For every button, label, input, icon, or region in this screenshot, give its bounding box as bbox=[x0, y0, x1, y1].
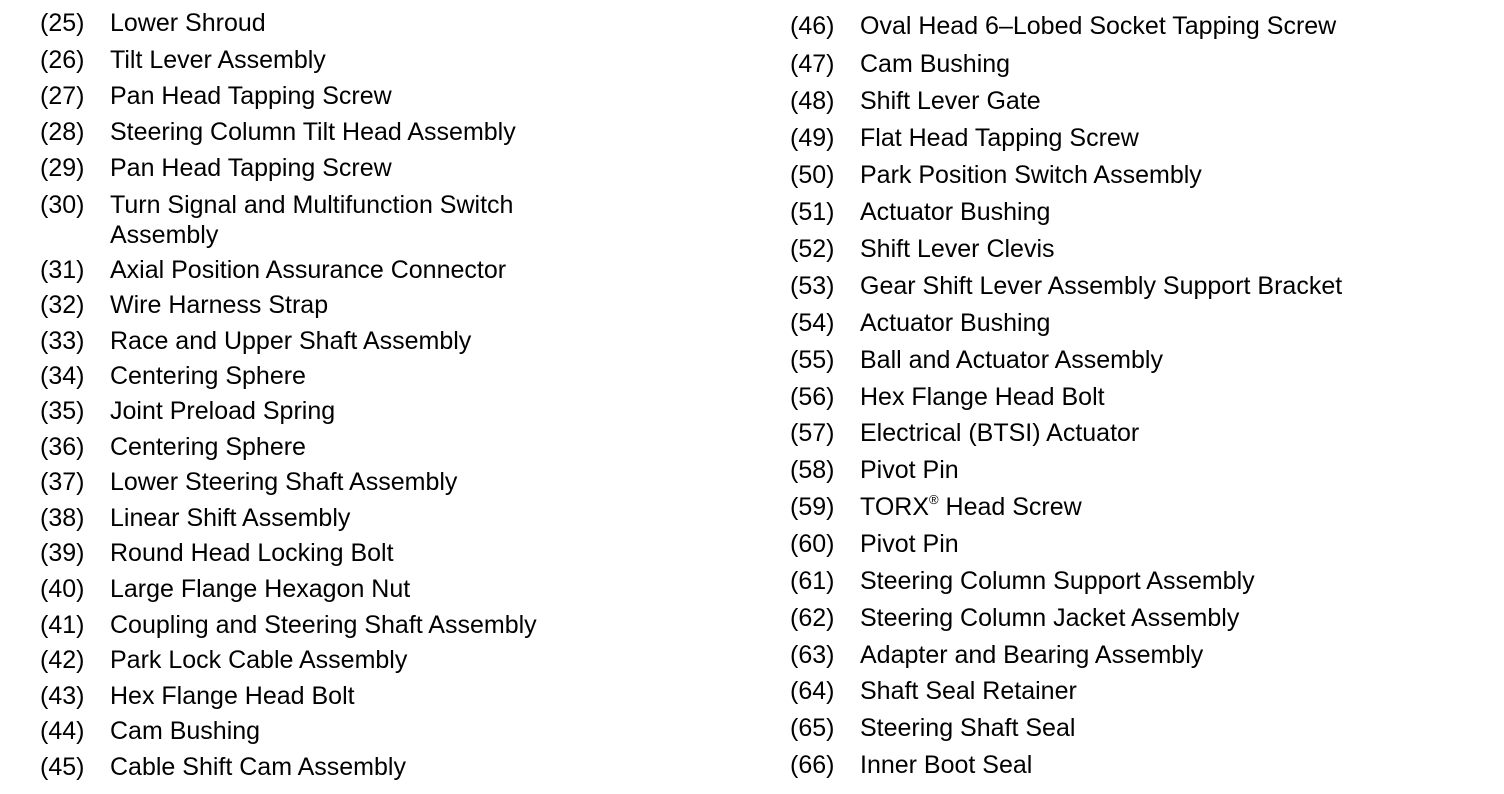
item-number: (33) bbox=[40, 327, 85, 355]
list-item bbox=[790, 86, 1460, 116]
list-item bbox=[40, 503, 670, 533]
item-name: Ball and Actuator Assembly bbox=[860, 346, 1163, 374]
item-name: Hex Flange Head Bolt bbox=[860, 383, 1105, 411]
list-item bbox=[790, 418, 1460, 448]
item-number: (55) bbox=[790, 346, 835, 374]
item-name: Electrical (BTSI) Actuator bbox=[860, 419, 1140, 447]
list-item bbox=[40, 574, 670, 604]
item-name: Joint Preload Spring bbox=[110, 397, 336, 425]
list-item bbox=[790, 676, 1460, 706]
item-name: Gear Shift Lever Assembly Support Bracket bbox=[860, 272, 1343, 300]
list-item bbox=[790, 308, 1460, 338]
list-item bbox=[40, 153, 670, 183]
item-name: Cam Bushing bbox=[110, 717, 261, 745]
item-name: Lower Shroud bbox=[110, 9, 266, 37]
item-number: (31) bbox=[40, 256, 85, 284]
list-item bbox=[790, 640, 1460, 670]
list-item bbox=[790, 750, 1460, 780]
item-number: (56) bbox=[790, 383, 835, 411]
item-name: Oval Head 6–Lobed Socket Tapping Screw bbox=[860, 12, 1337, 40]
list-item bbox=[790, 160, 1460, 190]
list-item bbox=[40, 681, 670, 711]
item-name: Wire Harness Strap bbox=[110, 291, 329, 319]
item-name: Adapter and Bearing Assembly bbox=[860, 641, 1204, 669]
list-item bbox=[40, 326, 670, 356]
item-name: Axial Position Assurance Connector bbox=[110, 256, 507, 284]
registered-mark: ® bbox=[929, 492, 939, 507]
item-name: Centering Sphere bbox=[110, 362, 306, 390]
list-item bbox=[790, 234, 1460, 264]
item-name: Pan Head Tapping Screw bbox=[110, 154, 392, 182]
item-number: (34) bbox=[40, 362, 85, 390]
item-name: Pivot Pin bbox=[860, 530, 959, 558]
item-number: (58) bbox=[790, 456, 835, 484]
item-number: (66) bbox=[790, 751, 835, 779]
list-item bbox=[40, 81, 670, 111]
item-number: (49) bbox=[790, 124, 835, 152]
item-number: (45) bbox=[40, 753, 85, 781]
item-number: (41) bbox=[40, 611, 85, 639]
item-name: Steering Shaft Seal bbox=[860, 714, 1076, 742]
item-name: Pivot Pin bbox=[860, 456, 959, 484]
item-name: Inner Boot Seal bbox=[860, 751, 1033, 779]
list-item bbox=[40, 255, 670, 285]
list-item bbox=[40, 45, 670, 75]
item-number: (38) bbox=[40, 504, 85, 532]
list-item bbox=[790, 382, 1460, 412]
list-item bbox=[790, 492, 1460, 522]
item-name: Flat Head Tapping Screw bbox=[860, 124, 1139, 152]
item-number: (26) bbox=[40, 46, 85, 74]
item-name: Steering Column Jacket Assembly bbox=[860, 604, 1240, 632]
item-number: (36) bbox=[40, 433, 85, 461]
item-name-suffix: Head Screw bbox=[938, 493, 1082, 521]
item-number: (48) bbox=[790, 87, 835, 115]
item-number: (64) bbox=[790, 677, 835, 705]
list-item bbox=[790, 271, 1460, 301]
list-item bbox=[40, 396, 670, 426]
list-item bbox=[40, 467, 670, 497]
item-number: (51) bbox=[790, 198, 835, 226]
list-item bbox=[790, 11, 1460, 41]
item-number: (29) bbox=[40, 154, 85, 182]
list-item bbox=[790, 455, 1460, 485]
item-number: (25) bbox=[40, 9, 85, 37]
item-name: Hex Flange Head Bolt bbox=[110, 682, 355, 710]
item-name: Steering Column Support Assembly bbox=[860, 567, 1255, 595]
list-item bbox=[790, 529, 1460, 559]
item-name: Tilt Lever Assembly bbox=[110, 46, 326, 74]
item-name: Park Lock Cable Assembly bbox=[110, 646, 408, 674]
item-name: Actuator Bushing bbox=[860, 309, 1051, 337]
list-item bbox=[790, 197, 1460, 227]
item-name: Centering Sphere bbox=[110, 433, 306, 461]
item-number: (35) bbox=[40, 397, 85, 425]
list-item bbox=[40, 538, 670, 568]
item-name: Round Head Locking Bolt bbox=[110, 539, 394, 567]
list-item bbox=[40, 645, 670, 675]
item-number: (61) bbox=[790, 567, 835, 595]
item-number: (43) bbox=[40, 682, 85, 710]
item-name bbox=[860, 492, 1460, 522]
list-item bbox=[40, 290, 670, 320]
item-number: (30) bbox=[40, 191, 85, 219]
list-item bbox=[790, 713, 1460, 743]
item-number: (52) bbox=[790, 235, 835, 263]
list-item bbox=[790, 566, 1460, 596]
list-item bbox=[40, 361, 670, 391]
item-name: Large Flange Hexagon Nut bbox=[110, 575, 411, 603]
list-item bbox=[40, 117, 670, 147]
item-name-main: TORX bbox=[860, 493, 929, 521]
item-number: (40) bbox=[40, 575, 85, 603]
item-name: Race and Upper Shaft Assembly bbox=[110, 327, 472, 355]
list-item bbox=[40, 190, 580, 250]
item-name: Cam Bushing bbox=[860, 50, 1011, 78]
list-item bbox=[790, 49, 1460, 79]
item-number: (46) bbox=[790, 12, 835, 40]
item-number: (62) bbox=[790, 604, 835, 632]
item-name: Coupling and Steering Shaft Assembly bbox=[110, 611, 537, 639]
item-number: (54) bbox=[790, 309, 835, 337]
item-number: (44) bbox=[40, 717, 85, 745]
item-number: (57) bbox=[790, 419, 835, 447]
list-item bbox=[40, 8, 670, 38]
item-name: Shaft Seal Retainer bbox=[860, 677, 1077, 705]
item-name: Shift Lever Clevis bbox=[860, 235, 1055, 263]
item-name: Pan Head Tapping Screw bbox=[110, 82, 392, 110]
item-name: Park Position Switch Assembly bbox=[860, 161, 1202, 189]
item-number: (60) bbox=[790, 530, 835, 558]
item-number: (47) bbox=[790, 50, 835, 78]
list-item bbox=[40, 432, 670, 462]
item-name: Shift Lever Gate bbox=[860, 87, 1041, 115]
item-name: Steering Column Tilt Head Assembly bbox=[110, 118, 516, 146]
item-number: (65) bbox=[790, 714, 835, 742]
item-number: (27) bbox=[40, 82, 85, 110]
item-number: (28) bbox=[40, 118, 85, 146]
item-number: (32) bbox=[40, 291, 85, 319]
item-name: Lower Steering Shaft Assembly bbox=[110, 468, 458, 496]
list-item bbox=[790, 123, 1460, 153]
item-name: Cable Shift Cam Assembly bbox=[110, 753, 406, 781]
item-number: (42) bbox=[40, 646, 85, 674]
list-item bbox=[40, 752, 670, 782]
item-number: (59) bbox=[790, 493, 835, 521]
list-item bbox=[790, 345, 1460, 375]
item-number: (37) bbox=[40, 468, 85, 496]
item-number: (39) bbox=[40, 539, 85, 567]
item-number: (50) bbox=[790, 161, 835, 189]
item-number: (63) bbox=[790, 641, 835, 669]
list-item bbox=[790, 603, 1460, 633]
list-item bbox=[40, 716, 670, 746]
item-name: Turn Signal and Multifunction Switch Assembly bbox=[110, 191, 514, 249]
list-item bbox=[40, 610, 670, 640]
item-name: Actuator Bushing bbox=[860, 198, 1051, 226]
item-number: (53) bbox=[790, 272, 835, 300]
item-name: Linear Shift Assembly bbox=[110, 504, 351, 532]
